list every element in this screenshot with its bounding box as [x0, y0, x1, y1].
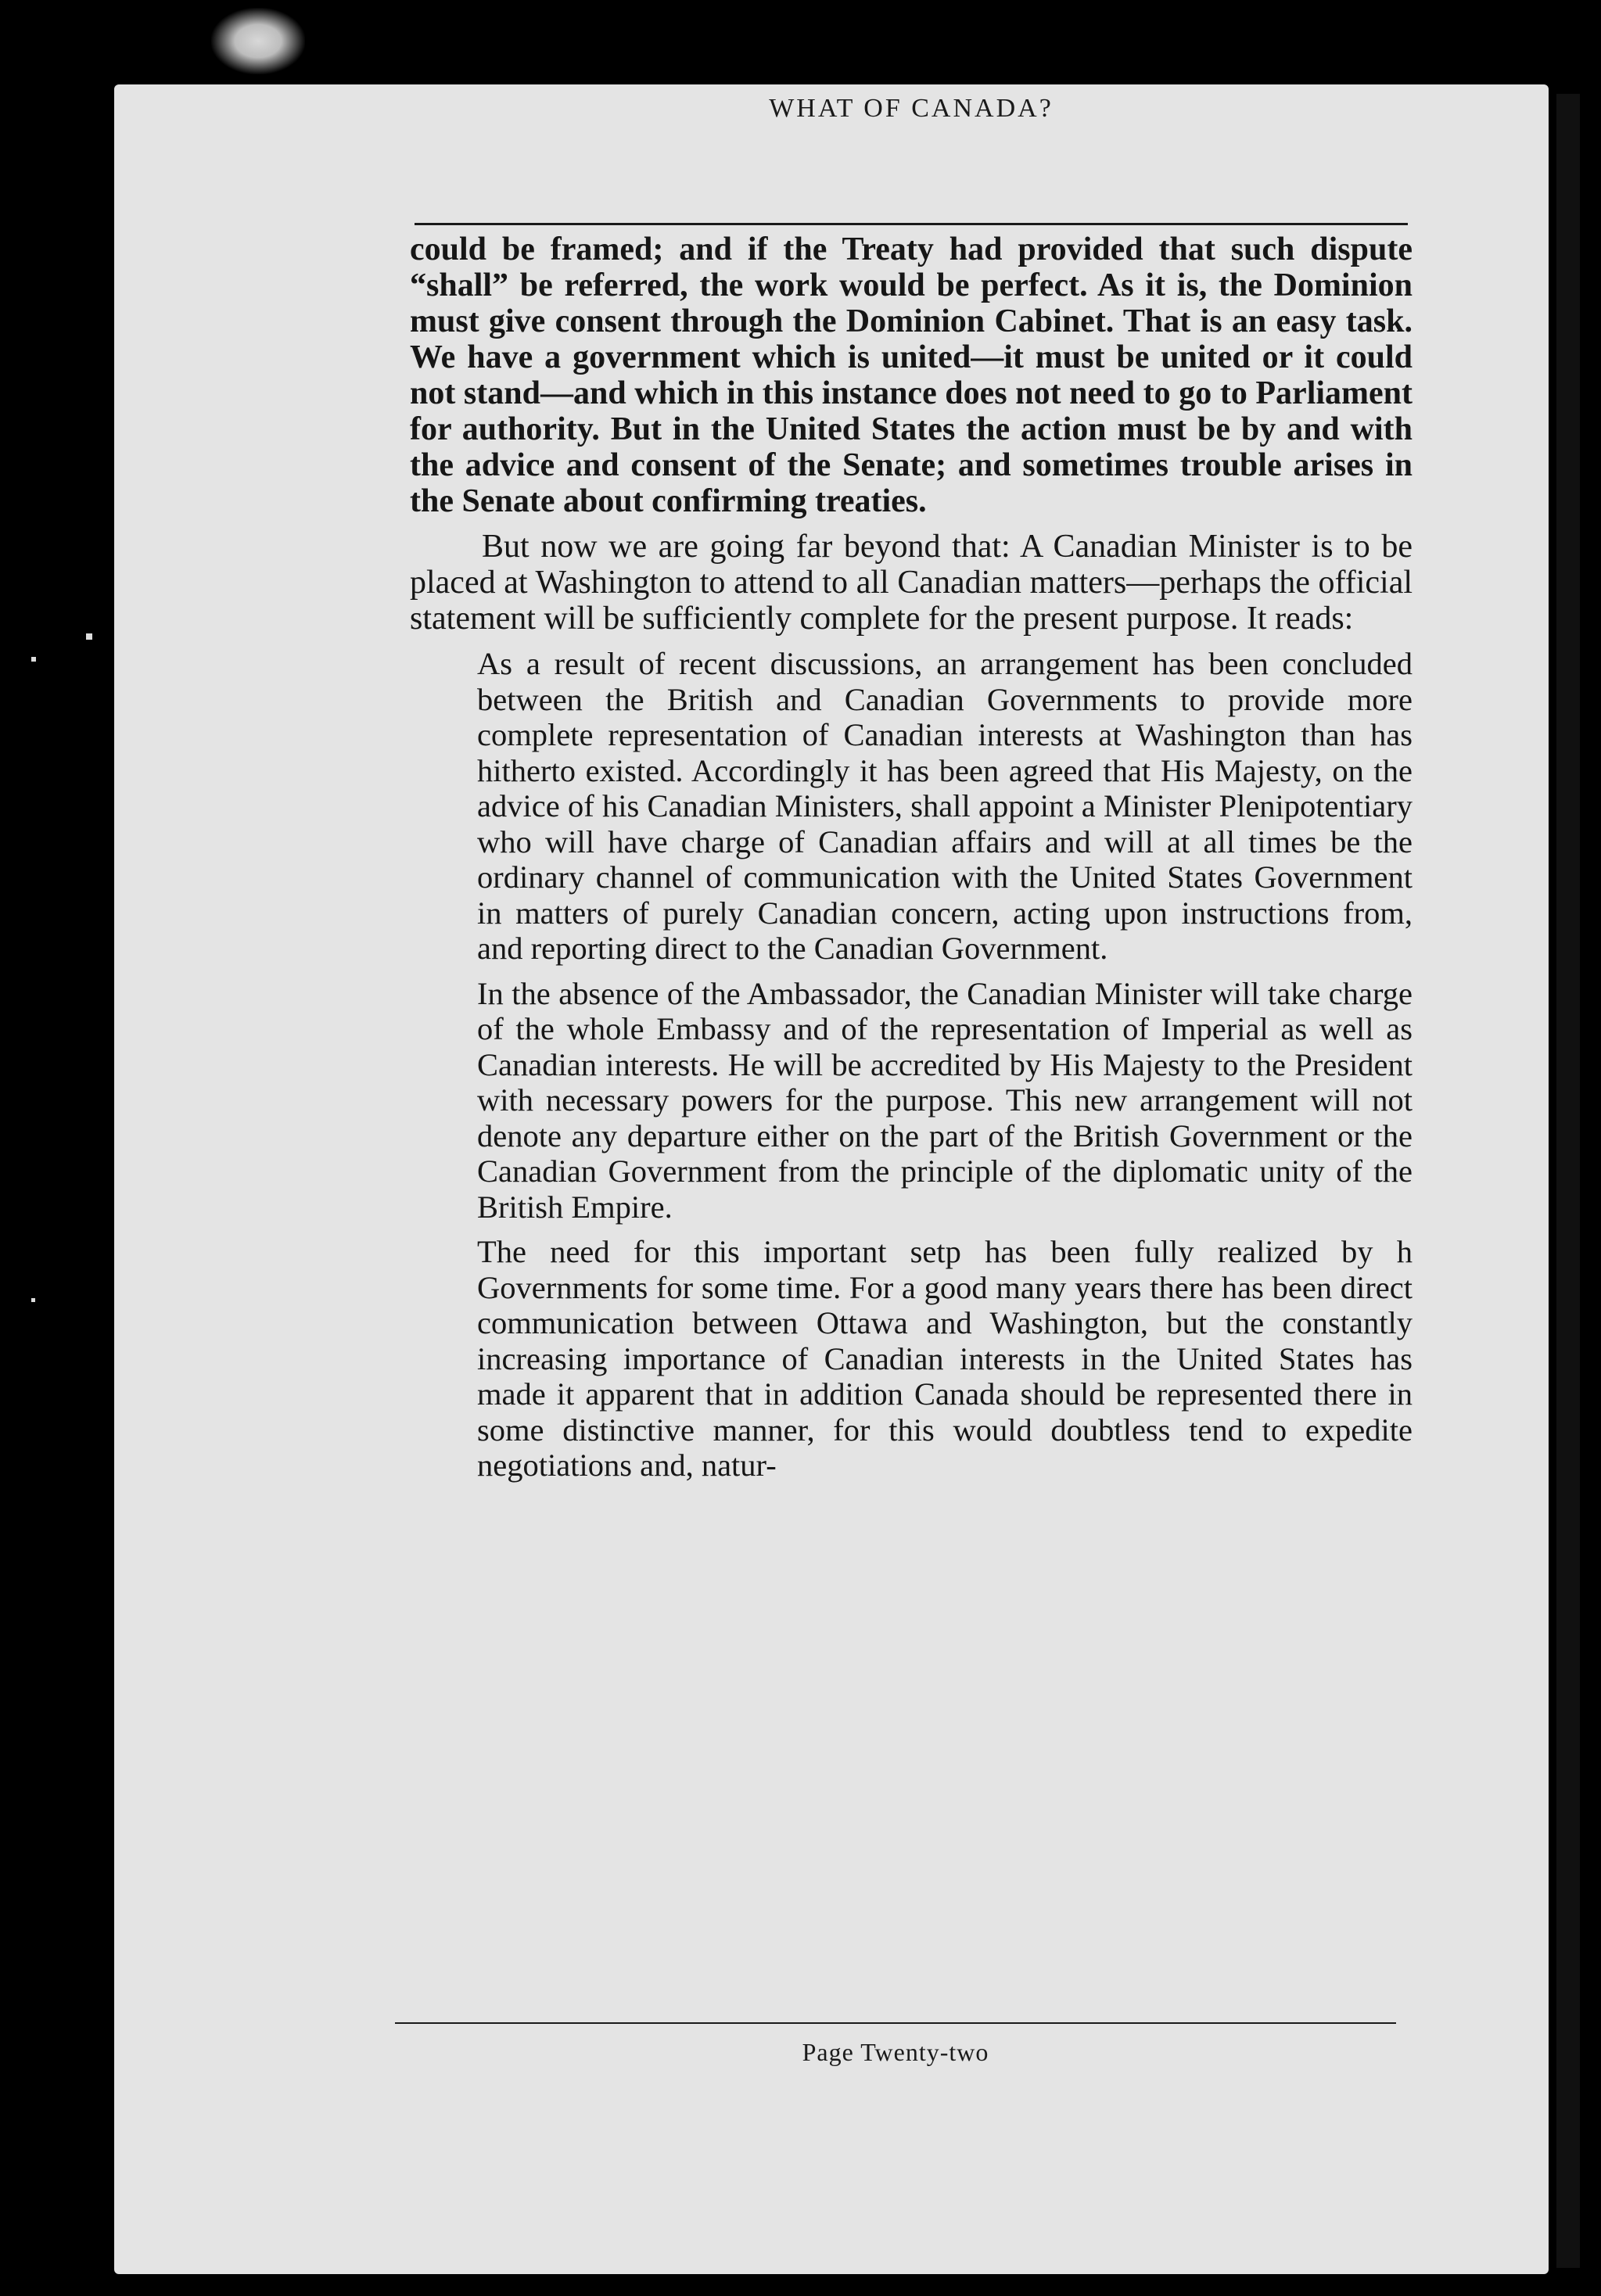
page-edge-shadow — [1556, 94, 1580, 2268]
scan-blotch — [211, 8, 305, 74]
quote-paragraph: The need for this important setp has been fully realized by h Governments for some time. For a good many years there has been direct communication between Ottawa and Washington, but the constantly increasing importance of Canadian interests in the United States has made it apparent that in addition Canada should be represented there in some distinctive manner, for this would doubtless tend to expedite negotiations and, natur- — [477, 1234, 1413, 1483]
block-quote — [477, 646, 1413, 1483]
running-header: WHAT OF CANADA? — [769, 94, 1054, 123]
quote-paragraph: As a result of recent discussions, an arrangement has been concluded between the British and Canadian Governments to provide more complete representation of Canadian interests at Washington than has hitherto existed. Accordingly it has been agreed that His Majesty, on the advice of his Canadian Ministers, shall appoint a Minister Plenipotentiary who will have charge of Canadian affairs and will at all times be the ordinary channel of communication with the United States Government in matters of purely Canadian concern, acting upon instructions from, and reporting direct to the Canadian Government. — [477, 646, 1413, 966]
scan-speck — [31, 1298, 35, 1302]
scan-speck — [31, 657, 36, 662]
paragraph: could be framed; and if the Treaty had provided that such dispute “shall” be referred, the work would be perfect. As it is, the Dominion must give consent through the Dominion Cabinet. That is an easy task. We have a government which is united—it must be united or it could not stand—and which in this instance does not need to go to Parliament for authority. But in the United States the action must be by and with the advice and consent of the Senate; and sometimes trouble arises in the Senate about confirming treaties. — [410, 231, 1413, 519]
header-rule — [415, 223, 1408, 225]
page-number: Page Twenty-two — [802, 2038, 989, 2066]
quote-paragraph: In the absence of the Ambassador, the Canadian Minister will take charge of the whole Embassy and of the representation of Imperial as well as Canadian interests. He will be accredited by His Majesty to the President with necessary powers for the purpose. This new arrangement will not denote any departure either on the part of the British Government or the Canadian Government from the principle of the diplomatic unity of the British Empire. — [477, 975, 1413, 1225]
page-body — [410, 231, 1413, 1493]
footer-rule — [395, 2022, 1396, 2024]
paragraph: But now we are going far beyond that: A Canadian Minister is to be placed at Washington to attend to all Canadian matters—perhaps the official statement will be sufficiently complete for the present purpose. It reads: — [410, 529, 1413, 637]
scan-speck — [86, 633, 92, 640]
